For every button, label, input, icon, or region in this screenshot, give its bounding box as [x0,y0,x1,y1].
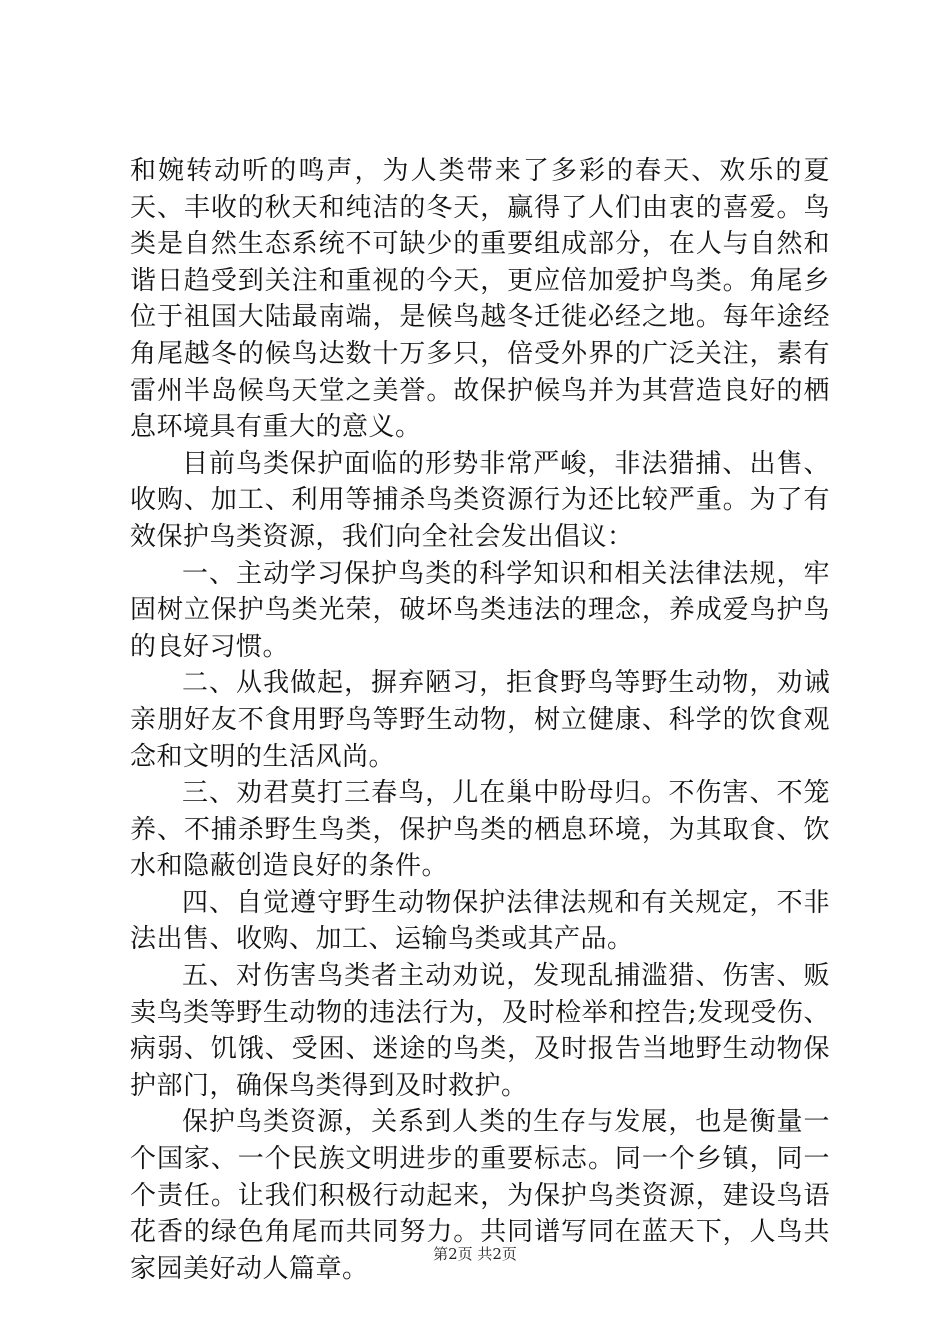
document-body [130,153,830,1287]
paragraph-item-1: 一、主动学习保护鸟类的科学知识和相关法律法规，牢固树立保护鸟类光荣，破坏鸟类违法的理念，养成爱鸟护鸟的良好习惯。 [130,558,830,662]
paragraph-item-2: 二、从我做起，摒弃陋习，拒食野鸟等野生动物，劝诫亲朋好友不食用野鸟等野生动物，树立健康、科学的饮食观念和文明的生活风尚。 [130,668,830,772]
page-footer [0,1243,950,1264]
paragraph-item-5: 五、对伤害鸟类者主动劝说，发现乱捕滥猎、伤害、贩卖鸟类等野生动物的违法行为，及时检举和控告;发现受伤、病弱、饥饿、受困、迷途的鸟类，及时报告当地野生动物保护部门，确保鸟类得到及时救护。 [130,961,830,1101]
paragraph-item-3: 三、劝君莫打三春鸟，儿在巢中盼母归。不伤害、不笼养、不捕杀野生鸟类，保护鸟类的栖息环境，为其取食、饮水和隐蔽创造良好的条件。 [130,778,830,882]
page-number: 第2页 共2页 [433,1245,517,1263]
paragraph-situation: 目前鸟类保护面临的形势非常严峻，非法猎捕、出售、收购、加工、利用等捕杀鸟类资源行为还比较严重。为了有效保护鸟类资源，我们向全社会发出倡议： [130,448,830,552]
paragraph-intro-continued: 和婉转动听的鸣声，为人类带来了多彩的春天、欢乐的夏天、丰收的秋天和纯洁的冬天，赢得了人们由衷的喜爱。鸟类是自然生态系统不可缺少的重要组成部分，在人与自然和谐日趋受到关注和重视的今天，更应倍加爱护鸟类。角尾乡位于祖国大陆最南端，是候鸟越冬迁徙必经之地。每年途经角尾越冬的候鸟达数十万多只，倍受外界的广泛关注，素有雷州半岛候鸟天堂之美誉。故保护候鸟并为其营造良好的栖息环境具有重大的意义。 [130,156,830,443]
paragraph-conclusion: 保护鸟类资源，关系到人类的生存与发展，也是衡量一个国家、一个民族文明进步的重要标志。同一个乡镇，同一个责任。让我们积极行动起来，为保护鸟类资源，建设鸟语花香的绿色角尾而共同努力。共同谱写同在蓝天下，人鸟共家园美好动人篇章。 [130,1107,830,1284]
paragraph-item-4: 四、自觉遵守野生动物保护法律法规和有关规定，不非法出售、收购、加工、运输鸟类或其产品。 [130,887,830,955]
